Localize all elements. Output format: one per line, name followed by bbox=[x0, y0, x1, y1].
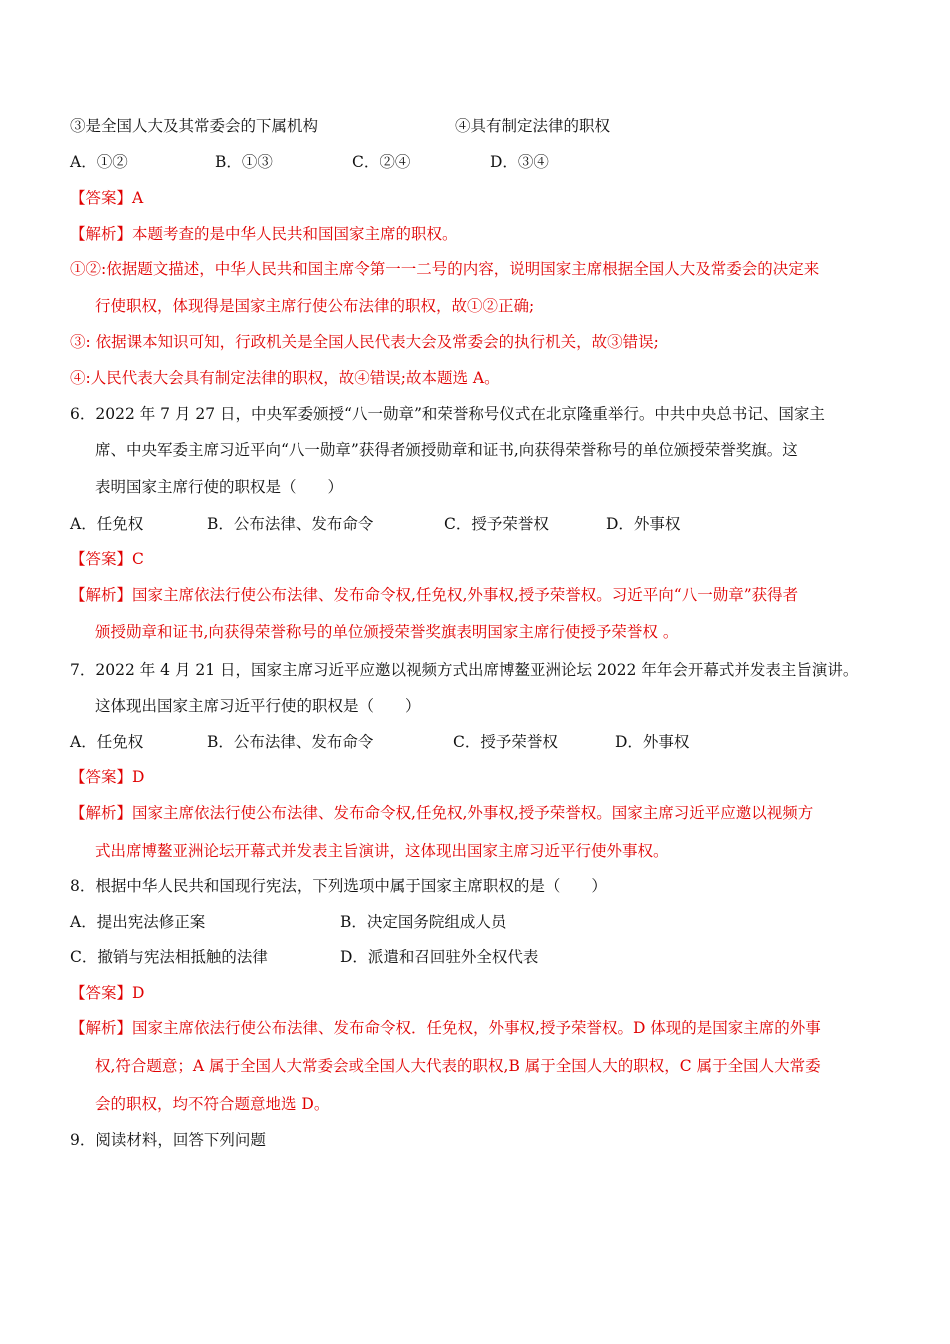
analysis-text: 国家主席依法行使公布法律、发布命令权,任免权,外事权,授予荣誉权。国家主席习近平应邀以视频方 bbox=[132, 804, 814, 822]
q6-analysis-line: 颁授勋章和证书,向获得荣誉称号的单位颁授荣誉奖旗表明国家主席行使授予荣誉权 。 bbox=[95, 623, 679, 641]
analysis-text: 本题考查的是中华人民共和国国家主席的职权。 bbox=[132, 225, 458, 243]
q5-item-4: ④具有制定法律的职权 bbox=[455, 117, 611, 135]
q8-analysis-line: 会的职权，均不符合题意地选 D。 bbox=[95, 1095, 330, 1113]
q5-option-d: D．③④ bbox=[490, 153, 549, 171]
q8-option-b: B．决定国务院组成人员 bbox=[340, 913, 507, 931]
q5-point-line: ③: 依据课本知识可知，行政机关是全国人民代表大会及常委会的执行机关，故③错误; bbox=[70, 333, 659, 351]
answer-value: D bbox=[132, 984, 145, 1002]
analysis-label: 【解析】 bbox=[70, 1019, 133, 1037]
q5-point-line: 行使职权，体现得是国家主席行使公布法律的职权，故①②正确; bbox=[95, 297, 535, 315]
q8-analysis-line: 权,符合题意；A 属于全国人大常委会或全国人大代表的职权,B 属于全国人大的职权，C 属于全国人大常委 bbox=[95, 1057, 821, 1075]
q8-analysis bbox=[70, 1017, 821, 1039]
answer-label: 【答案】 bbox=[70, 550, 133, 568]
q7-stem-line: 7．2022 年 4 月 21 日，国家主席习近平应邀以视频方式出席博鳌亚洲论坛 2022 年年会开幕式并发表主旨演讲。 bbox=[70, 661, 859, 679]
q6-analysis bbox=[70, 584, 798, 606]
analysis-label: 【解析】 bbox=[70, 225, 133, 243]
analysis-text: 国家主席依法行使公布法律、发布命令权,任免权,外事权,授予荣誉权。习近平向“八一勋章”获得者 bbox=[132, 586, 799, 604]
q7-stem-line: 这体现出国家主席习近平行使的职权是（ ） bbox=[95, 697, 421, 715]
answer-value: A bbox=[132, 189, 144, 207]
q8-option-c: C．撤销与宪法相抵触的法律 bbox=[70, 948, 268, 966]
q5-item-3: ③是全国人大及其常委会的下属机构 bbox=[70, 117, 319, 135]
q8-option-d: D．派遣和召回驻外全权代表 bbox=[340, 948, 539, 966]
q7-option-c: C．授予荣誉权 bbox=[453, 733, 558, 751]
q7-option-a: A．任免权 bbox=[70, 733, 144, 751]
q5-option-c: C．②④ bbox=[352, 153, 411, 171]
answer-value: C bbox=[132, 550, 144, 568]
q7-analysis-line: 式出席博鳌亚洲论坛开幕式并发表主旨演讲，这体现出国家主席习近平行使外事权。 bbox=[95, 842, 669, 860]
answer-label: 【答案】 bbox=[70, 768, 133, 786]
q7-option-b: B．公布法律、发布命令 bbox=[207, 733, 374, 751]
q8-stem: 8．根据中华人民共和国现行宪法，下列选项中属于国家主席职权的是（ ） bbox=[70, 877, 607, 895]
q6-stem-line: 6．2022 年 7 月 27 日，中央军委颁授“八一勋章”和荣誉称号仪式在北京隆重举行。中共中央总书记、国家主 bbox=[70, 405, 825, 423]
answer-label: 【答案】 bbox=[70, 189, 133, 207]
q5-option-a: A．①② bbox=[70, 153, 128, 171]
q7-option-d: D．外事权 bbox=[615, 733, 690, 751]
q5-answer bbox=[70, 187, 143, 209]
q8-option-a: A．提出宪法修正案 bbox=[70, 913, 206, 931]
answer-label: 【答案】 bbox=[70, 984, 133, 1002]
q6-option-b: B．公布法律、发布命令 bbox=[207, 515, 374, 533]
q7-analysis bbox=[70, 802, 813, 824]
q6-option-a: A．任免权 bbox=[70, 515, 144, 533]
q6-stem-line: 表明国家主席行使的职权是（ ） bbox=[95, 478, 344, 496]
q7-answer bbox=[70, 766, 144, 788]
q9-stem: 9．阅读材料，回答下列问题 bbox=[70, 1131, 266, 1149]
q6-option-d: D．外事权 bbox=[606, 515, 681, 533]
analysis-label: 【解析】 bbox=[70, 804, 133, 822]
analysis-text: 国家主席依法行使公布法律、发布命令权．任免权，外事权,授予荣誉权。D 体现的是国家主席的外事 bbox=[132, 1019, 821, 1037]
q8-answer bbox=[70, 982, 144, 1004]
q5-analysis bbox=[70, 223, 458, 245]
analysis-label: 【解析】 bbox=[70, 586, 133, 604]
q5-point-line: ①②:依据题文描述，中华人民共和国主席令第一一二号的内容，说明国家主席根据全国人大及常委会的决定来 bbox=[70, 260, 820, 278]
q6-option-c: C．授予荣誉权 bbox=[444, 515, 549, 533]
q6-answer bbox=[70, 548, 144, 570]
answer-value: D bbox=[132, 768, 145, 786]
q5-point-line: ④:人民代表大会具有制定法律的职权，故④错误;故本题选 A。 bbox=[70, 369, 500, 387]
q6-stem-line: 席、中央军委主席习近平向“八一勋章”获得者颁授勋章和证书,向获得荣誉称号的单位颁授荣誉奖旗。这 bbox=[95, 441, 798, 459]
q5-option-b: B．①③ bbox=[215, 153, 273, 171]
